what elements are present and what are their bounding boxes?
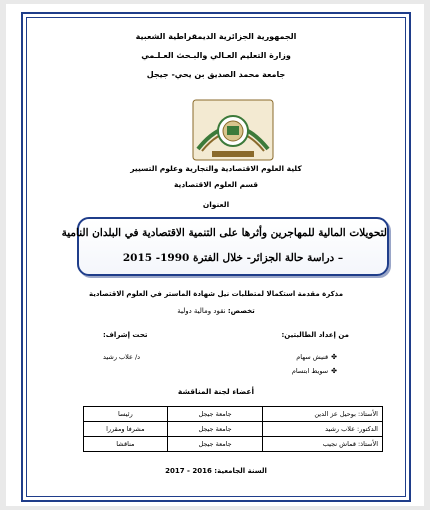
specialization xyxy=(23,307,409,315)
jury-table xyxy=(83,406,383,452)
jury-member-role: رئيسا xyxy=(84,407,168,422)
document-page xyxy=(6,4,424,506)
thesis-title-box xyxy=(61,217,389,276)
ministry-heading: وزارة التعليم العـالي والبـحث العـلـمي xyxy=(141,51,291,60)
table-row xyxy=(84,422,383,437)
title-label: العنوان xyxy=(202,200,230,209)
jury-member-institution: جامعة جيجل xyxy=(167,407,263,422)
faculty-heading: كلية العلوم الاقتصادية والتجارية وعلوم التسيير xyxy=(130,164,302,173)
star-bullet-icon: ✤ xyxy=(331,367,337,375)
student-name: ✤قنيش سهام xyxy=(296,353,337,361)
student-name: ✤سويط ابتسام xyxy=(291,367,337,375)
specialization-value: نقود ومالية دولية xyxy=(177,307,226,315)
jury-member-institution: جامعة جيجل xyxy=(167,437,263,452)
students-label: من إعداد الطالبتين: xyxy=(281,331,349,339)
thesis-title-line2: – دراسة حالة الجزائر- خلال الفترة 1990- 2015 xyxy=(122,252,344,264)
university-heading: جامعة محمد الصديق بن يحي- جيجل xyxy=(146,70,286,79)
jury-heading: أعضاء لجنة المناقشة xyxy=(177,387,255,396)
jury-member-institution: جامعة جيجل xyxy=(167,422,263,437)
university-seal-icon xyxy=(192,99,274,161)
supervisor-label: تحت إشراف: xyxy=(103,331,148,339)
star-bullet-icon: ✤ xyxy=(331,353,337,361)
degree-note: مذكرة مقدمة استكمالا لمتطلبات نيل شهادة الماستر في العلوم الاقتصادية xyxy=(88,290,344,298)
table-row xyxy=(84,437,383,452)
department-heading: قسم العلوم الاقتصادية xyxy=(173,180,259,189)
jury-member-name: الدكتور: علاب رشيد xyxy=(263,422,383,437)
supervisor-name: د/ علاب رشيد xyxy=(103,353,141,361)
specialization-label: تخصص: xyxy=(227,307,255,315)
page-border xyxy=(21,12,411,502)
jury-member-name: الأستاذ: قماش نجيب xyxy=(263,437,383,452)
thesis-title-line1: لتحويلات المالية للمهاجرين وأثرها على التنمية الاقتصادية في البلدان النامية xyxy=(61,227,387,239)
jury-member-role: مناقشا xyxy=(84,437,168,452)
table-row xyxy=(84,407,383,422)
republic-heading: الجمهورية الجزائرية الديمقراطية الشعبية xyxy=(135,32,297,41)
jury-member-name: الأستاذ: بوحيل عز الدين xyxy=(263,407,383,422)
academic-year: السنة الجامعية: 2016 - 2017 xyxy=(165,467,267,475)
jury-member-role: مشرفا ومقررا xyxy=(84,422,168,437)
